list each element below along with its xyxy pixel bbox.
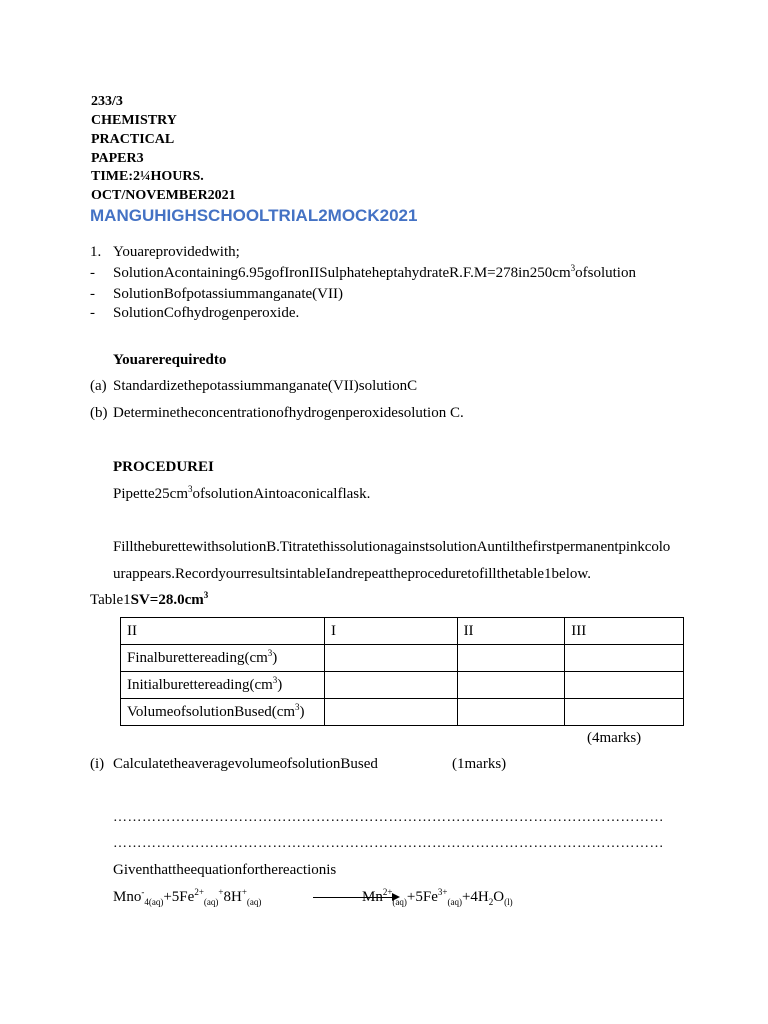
table-header-cell: III: [565, 618, 684, 645]
equation-rhs: $Mn^{2+}_{(aq)}+5Fe^{3+}_{(aq)}+4H_2O_{(l)}$: [362, 887, 513, 907]
table-cell-empty[interactable]: [565, 645, 684, 672]
part-marks: (1marks): [452, 756, 507, 772]
table-row: [121, 672, 684, 699]
table-cell-empty[interactable]: [565, 672, 684, 699]
task-text: Determinetheconcentrationofhydrogenperoxidesolution C.: [113, 405, 464, 421]
paper-type: PRACTICAL: [91, 132, 175, 147]
paper-number: PAPER3: [91, 151, 144, 166]
question-intro: Youareprovidedwith;: [113, 244, 240, 260]
answer-line[interactable]: ……………………………………………………………………………………………………: [113, 810, 664, 825]
list-item-solution-c: SolutionCofhydrogenperoxide.: [113, 305, 300, 321]
paper-code: 233/3: [91, 94, 123, 109]
table-header-cell: II: [121, 618, 325, 645]
table-row: [121, 645, 684, 672]
table-cell-empty[interactable]: [457, 699, 565, 726]
part-question: CalculatetheaveragevolumeofsolutionBused: [113, 756, 378, 772]
table-cell-empty[interactable]: [324, 699, 457, 726]
table-cell-empty[interactable]: [457, 645, 565, 672]
exam-session: OCT/NOVEMBER2021: [91, 188, 236, 203]
procedure-step-2-line-1: FilltheburettewithsolutionB.TitratethissolutionagainstsolutionAuntilthefirstpermanentpinkcolo: [113, 539, 671, 555]
bullet: -: [90, 265, 95, 281]
bullet: -: [90, 305, 95, 321]
table-header-cell: II: [457, 618, 565, 645]
procedure-heading: PROCEDUREI: [113, 459, 214, 475]
row-label: $VolumeofsolutionBused(cm^3)$: [121, 699, 325, 726]
procedure-step-2-line-2: urappears.RecordyourresultsintableIandrepeattheproceduretofillthetable1below.: [113, 566, 591, 582]
part-label: (i): [90, 756, 105, 772]
school-title: MANGUHIGHSCHOOLTRIAL2MOCK2021: [90, 206, 418, 225]
time-allowed: TIME:2¼HOURS.: [91, 169, 204, 184]
question-number: 1.: [90, 244, 102, 260]
procedure-step-1: $Pipette25cm^3ofsolutionAintoaconicalflask$.: [113, 484, 371, 502]
row-label: $Initialburettereading(cm^3)$: [121, 672, 325, 699]
required-heading: Youarerequiredto: [113, 352, 227, 368]
table-cell-empty[interactable]: [457, 672, 565, 699]
bullet: -: [90, 286, 95, 302]
table-cell-empty[interactable]: [565, 699, 684, 726]
equation-lhs: $Mno^-_{4(aq)}+5Fe^{2+}_{(aq)}^+8H^+_{(aq)}$: [113, 887, 262, 907]
task-label: (b): [90, 405, 108, 421]
list-item-solution-b: SolutionBofpotassiummanganate(VII): [113, 286, 343, 302]
table-header-cell: I: [324, 618, 457, 645]
table-caption: $Table1SV=28.0cm^3$: [90, 590, 209, 608]
task-text: Standardizethepotassiummanganate(VII)solutionC: [113, 378, 418, 394]
table-row: [121, 699, 684, 726]
row-label: $Finalburettereading(cm^3)$: [121, 645, 325, 672]
answer-line[interactable]: ……………………………………………………………………………………………………: [113, 836, 664, 851]
results-table: [120, 617, 684, 726]
subject-title: CHEMISTRY: [91, 113, 177, 128]
equation-intro: Giventhattheequationforthereactionis: [113, 862, 337, 878]
table-cell-empty[interactable]: [324, 645, 457, 672]
task-label: (a): [90, 378, 107, 394]
list-item-solution-a: $SolutionAcontaining6.95gofIronIISulphateheptahydrateR.F.M=278in250cm^3ofsolution$: [113, 263, 636, 281]
table-header-row: [121, 618, 684, 645]
table-marks: (4marks): [587, 730, 642, 746]
table-cell-empty[interactable]: [324, 672, 457, 699]
